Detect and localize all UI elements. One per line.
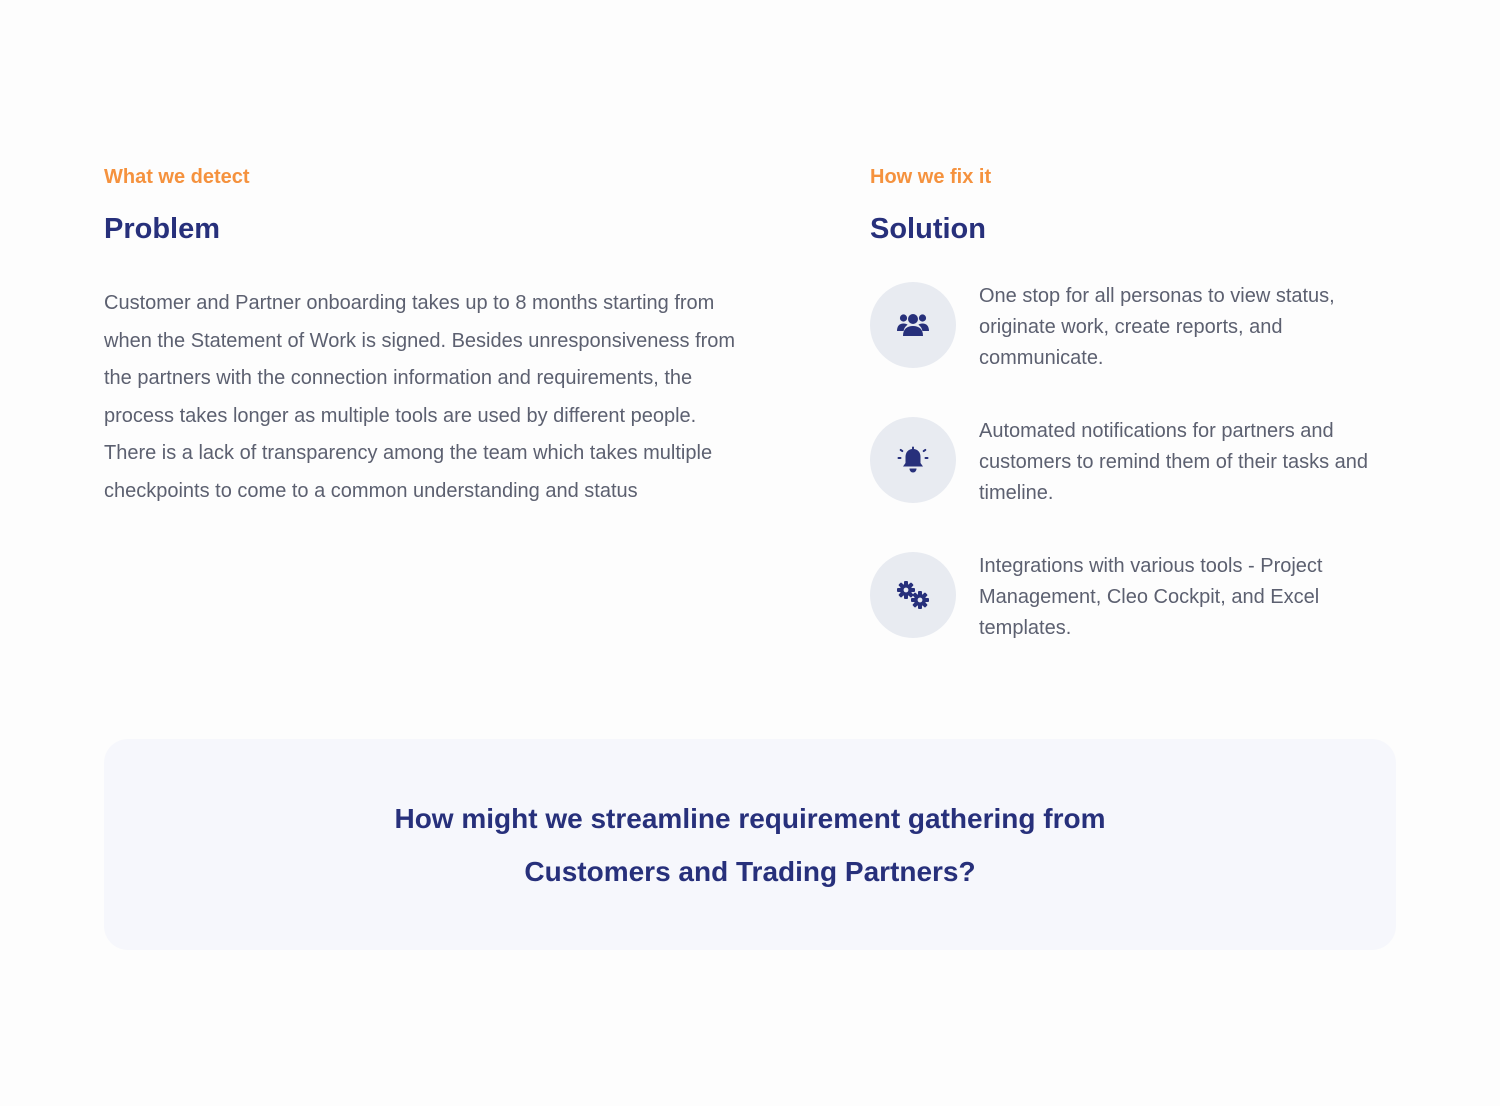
solution-item-text: One stop for all personas to view status, originate work, create reports, and communicate. — [979, 285, 1335, 369]
users-icon — [870, 282, 956, 368]
bell-alert-icon — [870, 417, 956, 503]
solution-item-text: Integrations with various tools - Project Management, Cleo Cockpit, and Excel templates. — [979, 555, 1323, 639]
solution-item — [870, 281, 1410, 374]
solution-eyebrow: How we fix it — [870, 166, 992, 188]
solution-item-text: Automated notifications for partners and customers to remind them of their tasks and timeline. — [979, 420, 1369, 504]
problem-eyebrow: What we detect — [104, 166, 250, 188]
solution-item — [870, 551, 1410, 644]
solution-list — [870, 281, 1410, 644]
problem-heading: Problem — [104, 213, 221, 245]
how-might-we-panel — [104, 739, 1396, 950]
how-might-we-question: How might we streamline requirement gathering from Customers and Trading Partners? — [394, 802, 1106, 887]
solution-item — [870, 416, 1410, 509]
solution-section — [870, 163, 1410, 686]
solution-heading: Solution — [870, 213, 986, 245]
problem-section — [104, 163, 754, 510]
problem-description: Customer and Partner onboarding takes up to 8 months starting from when the Statement of Work is signed. Besides unresponsiveness from the partners with the connection information and requirements, the process takes longer as multiple tools are used by different people. There is a lack of transparency among the team which takes multiple checkpoints to come to a common understanding and status — [104, 292, 736, 502]
gears-icon — [870, 552, 956, 638]
